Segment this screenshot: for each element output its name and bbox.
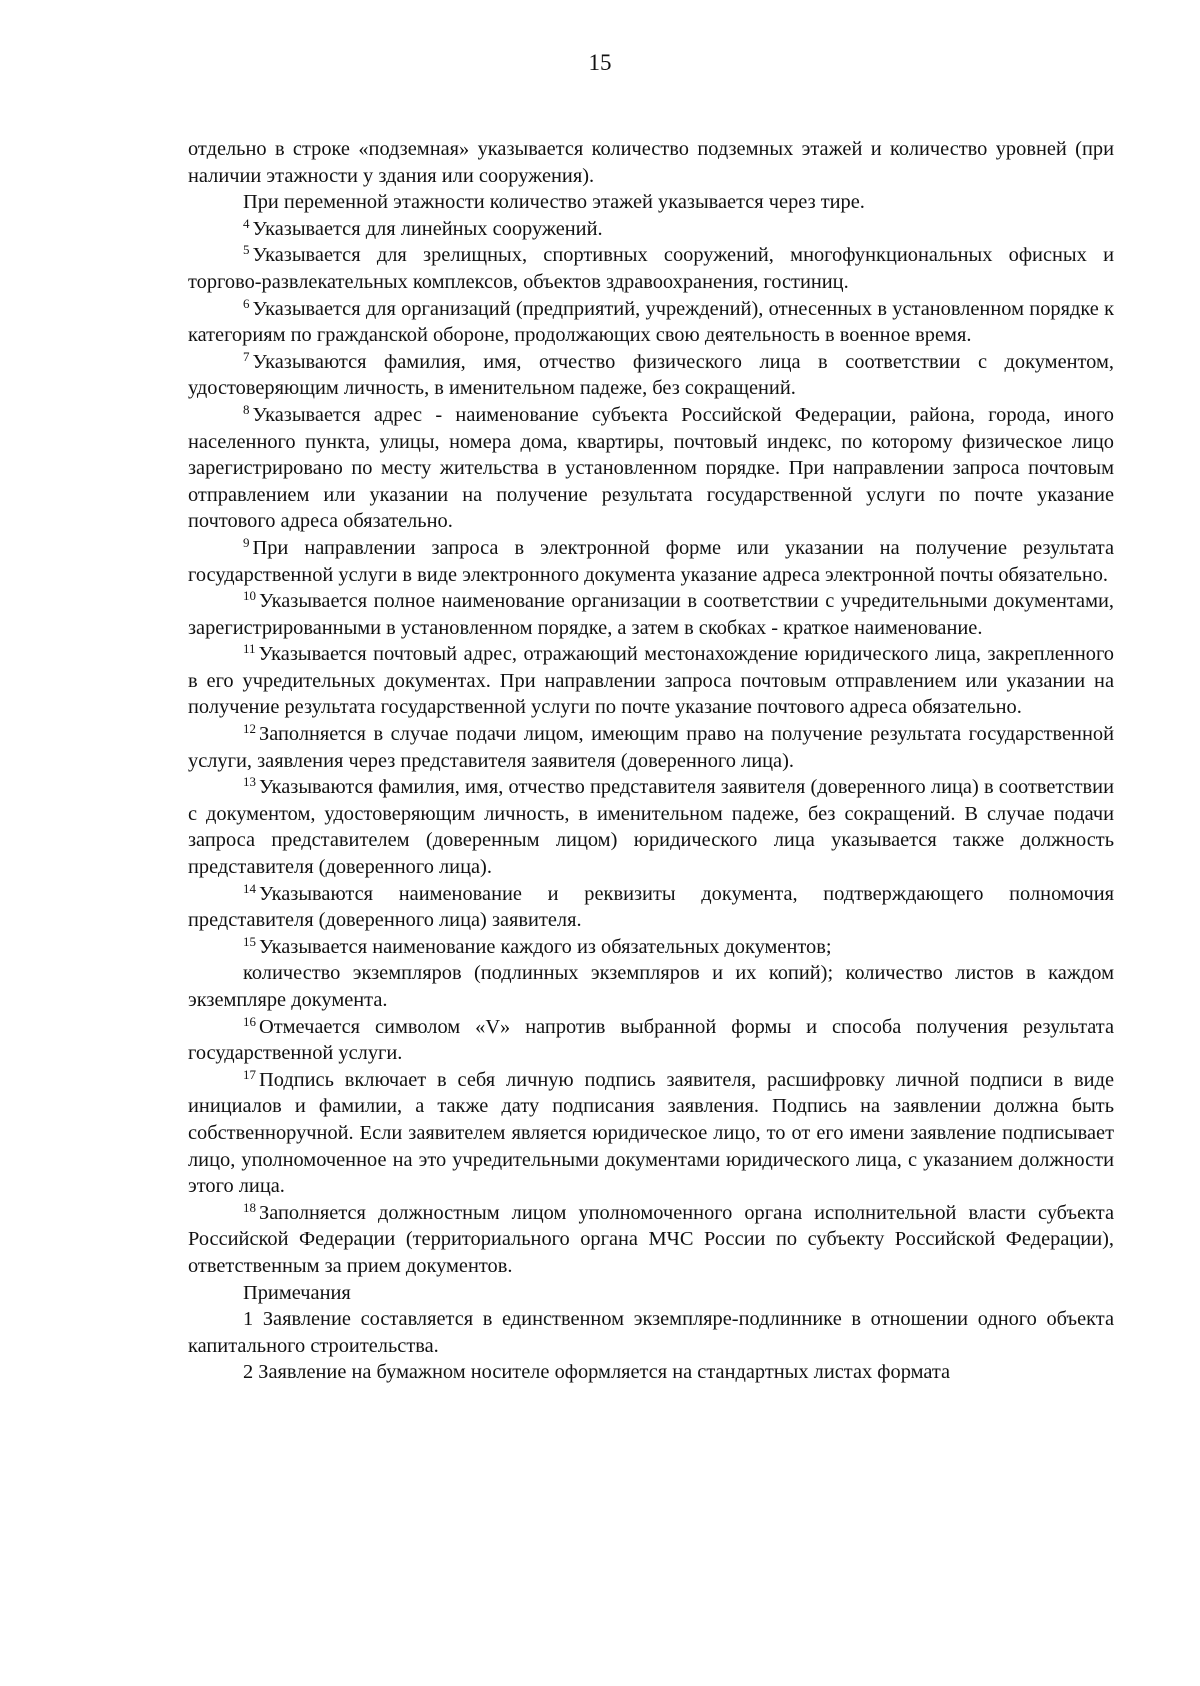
footnote-9	[188, 535, 1114, 588]
footnote-marker: 6	[243, 295, 250, 311]
footnote-marker: 5	[243, 242, 250, 258]
footnote-marker: 4	[243, 215, 250, 231]
footnote-13	[188, 774, 1114, 880]
footnote-15	[188, 934, 1114, 961]
footnote-marker: 16	[243, 1013, 256, 1029]
footnote-marker: 14	[243, 880, 256, 896]
note-1	[188, 1306, 1114, 1359]
notes-heading	[188, 1280, 1114, 1307]
footnote-marker: 18	[243, 1199, 256, 1215]
footnote-text: Указывается адрес - наименование субъекта Российской Федерации, района, города, иного населенного пункта, улицы, номера дома, квартиры, почтовый индекс, по которому физическое лицо зарегистрировано по месту жительства в установленном порядке. При направлении запроса почтовым отправлением или указании на получение результата государственной услуги по почте указание почтового адреса обязательно.	[188, 403, 1114, 533]
footnote-text: Указывается для организаций (предприятий, учреждений), отнесенных в установленном порядке к категориям по гражданской обороне, продолжающих свою деятельность в военное время.	[188, 297, 1114, 347]
footnote-16	[188, 1014, 1114, 1067]
footnote-marker: 7	[243, 348, 250, 364]
footnote-marker: 9	[243, 534, 250, 550]
footnote-marker: 8	[243, 401, 250, 417]
notes-heading-text: Примечания	[243, 1281, 351, 1304]
document-body	[188, 136, 1114, 1386]
paragraph	[188, 189, 1114, 216]
paragraph-text: количество экземпляров (подлинных экземпляров и их копий); количество листов в каждом экземпляре документа.	[188, 962, 1114, 1011]
footnote-text: Указываются наименование и реквизиты документа, подтверждающего полномочия представителя (доверенного лица) заявителя.	[188, 882, 1114, 932]
note-2	[188, 1359, 1114, 1386]
footnote-18	[188, 1200, 1114, 1280]
footnote-marker: 15	[243, 933, 256, 949]
footnote-marker: 13	[243, 774, 256, 790]
paragraph	[188, 960, 1114, 1013]
footnote-text: Указываются фамилия, имя, отчество представителя заявителя (доверенного лица) в соответствии с документом, удостоверяющим личность, в именительном падеже, без сокращений. В случае подачи запроса представителем (доверенным лицом) юридического лица указывается также должность представителя (доверенного лица).	[188, 776, 1114, 879]
footnote-7	[188, 349, 1114, 402]
footnote-4	[188, 216, 1114, 243]
footnote-text: Заполняется должностным лицом уполномоченного органа исполнительной власти субъекта Российской Федерации (территориального органа МЧС России по субъекту Российской Федерации), ответственным за прием документов.	[188, 1201, 1114, 1277]
footnote-marker: 12	[243, 721, 256, 737]
footnote-14	[188, 881, 1114, 934]
page-number: 15	[588, 50, 612, 75]
footnote-marker: 11	[243, 641, 256, 657]
footnote-text: При направлении запроса в электронной форме или указании на получение результата государственной услуги в виде электронного документа указание адреса электронной почты обязательно.	[188, 536, 1114, 586]
footnote-text: Указывается для линейных сооружений.	[252, 217, 603, 240]
footnote-text: Указывается почтовый адрес, отражающий местонахождение юридического лица, закрепленного в его учредительных документах. При направлении запроса почтовым отправлением или указании на получение результата государственной услуги по почте указание почтового адреса обязательно.	[188, 643, 1114, 719]
paragraph-continuation	[188, 136, 1114, 189]
footnote-8	[188, 402, 1114, 535]
footnote-6	[188, 296, 1114, 349]
footnote-12	[188, 721, 1114, 774]
footnote-text: Отмечается символом «V» напротив выбранной формы и способа получения результата государственной услуги.	[188, 1015, 1114, 1065]
paragraph-text: отдельно в строке «подземная» указывается количество подземных этажей и количество уровней (при наличии этажности у здания или сооружения).	[188, 138, 1114, 187]
footnote-text: Указывается для зрелищных, спортивных сооружений, многофункциональных офисных и торгово-развлекательных комплексов, объектов здравоохранения, гостиниц.	[188, 244, 1114, 293]
footnote-text: Заполняется в случае подачи лицом, имеющим право на получение результата государственной услуги, заявления через представителя заявителя (доверенного лица).	[188, 723, 1114, 772]
footnote-text: Указываются фамилия, имя, отчество физического лица в соответствии с документом, удостоверяющим личность, в именительном падеже, без сокращений.	[188, 350, 1114, 400]
paragraph-text: При переменной этажности количество этажей указывается через тире.	[243, 191, 865, 214]
footnote-marker: 10	[243, 588, 256, 604]
footnote-17	[188, 1067, 1114, 1200]
footnote-text: Указывается наименование каждого из обязательных документов;	[259, 935, 832, 958]
note-text: 1 Заявление составляется в единственном экземпляре-подлиннике в отношении одного объекта капитального строительства.	[188, 1308, 1114, 1357]
footnote-text: Подпись включает в себя личную подпись заявителя, расшифровку личной подписи в виде инициалов и фамилии, а также дату подписания заявления. Подпись на заявлении должна быть собственноручной. Если заявителем является юридическое лицо, то от его имени заявление подписывает лицо, уполномоченное на это учредительными документами юридического лица, с указанием должности этого лица.	[188, 1068, 1114, 1198]
footnote-text: Указывается полное наименование организации в соответствии с учредительными документами, зарегистрированными в установленном порядке, а затем в скобках - краткое наименование.	[188, 590, 1114, 639]
footnote-10	[188, 588, 1114, 641]
note-text: 2 Заявление на бумажном носителе оформляется на стандартных листах формата	[243, 1361, 951, 1384]
footnote-11	[188, 641, 1114, 721]
footnote-5	[188, 242, 1114, 295]
footnote-marker: 17	[243, 1066, 256, 1082]
